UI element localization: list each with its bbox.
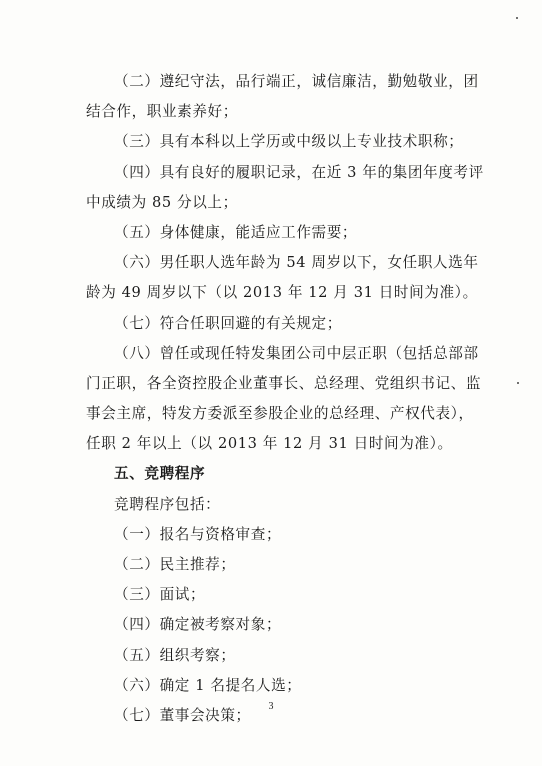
text-line: （一）报名与资格审查； [114,525,282,543]
text-line: 龄为 49 周岁以下（以 2013 年 12 月 31 日时间为准）。 [86,284,478,302]
text-line: （四）确定被考察对象； [114,616,282,634]
text-line: （五）组织考察； [114,646,236,664]
scan-speck [517,382,519,384]
text-line: （四）具有良好的履职记录，在近 3 年的集团年度考评 [114,163,484,181]
text-line: （三）具有本科以上学历或中级以上专业技术职称； [114,133,464,151]
text-line: （五）身体健康，能适应工作需要； [114,223,358,241]
text-line: （八）曾任或现任特发集团公司中层正职（包括总部部 [114,344,479,362]
page-number: 3 [268,701,274,712]
text-line: （六）男任职人选年龄为 54 周岁以下，女任职人选年 [114,254,479,272]
text-line: （七）董事会决策； [114,706,251,724]
text-line: （二）遵纪守法，品行端正，诚信廉洁，勤勉敬业，团 [114,73,479,90]
text-line: （七）符合任职回避的有关规定； [114,314,342,332]
section-heading: 五、竞聘程序 [114,465,206,483]
scan-speck [516,17,518,19]
text-line: （二）民主推荐； [114,556,236,573]
text-line: 事会主席，特发方委派至参股企业的总经理、产权代表）， [86,405,474,423]
text-line: 结合作，职业素养好； [86,103,238,121]
text-line: （三）面试； [114,586,206,604]
document-body [86,67,484,731]
text-line: 竞聘程序包括： [114,495,221,513]
text-line: （六）确定 1 名提名人选； [114,676,302,694]
text-line: 中成绩为 85 分以上； [86,193,238,211]
text-line: 门正职，各全资控股企业董事长、总经理、党组织书记、监 [86,374,482,392]
text-line: 任职 2 年以上（以 2013 年 12 月 31 日时间为准）。 [86,435,453,453]
